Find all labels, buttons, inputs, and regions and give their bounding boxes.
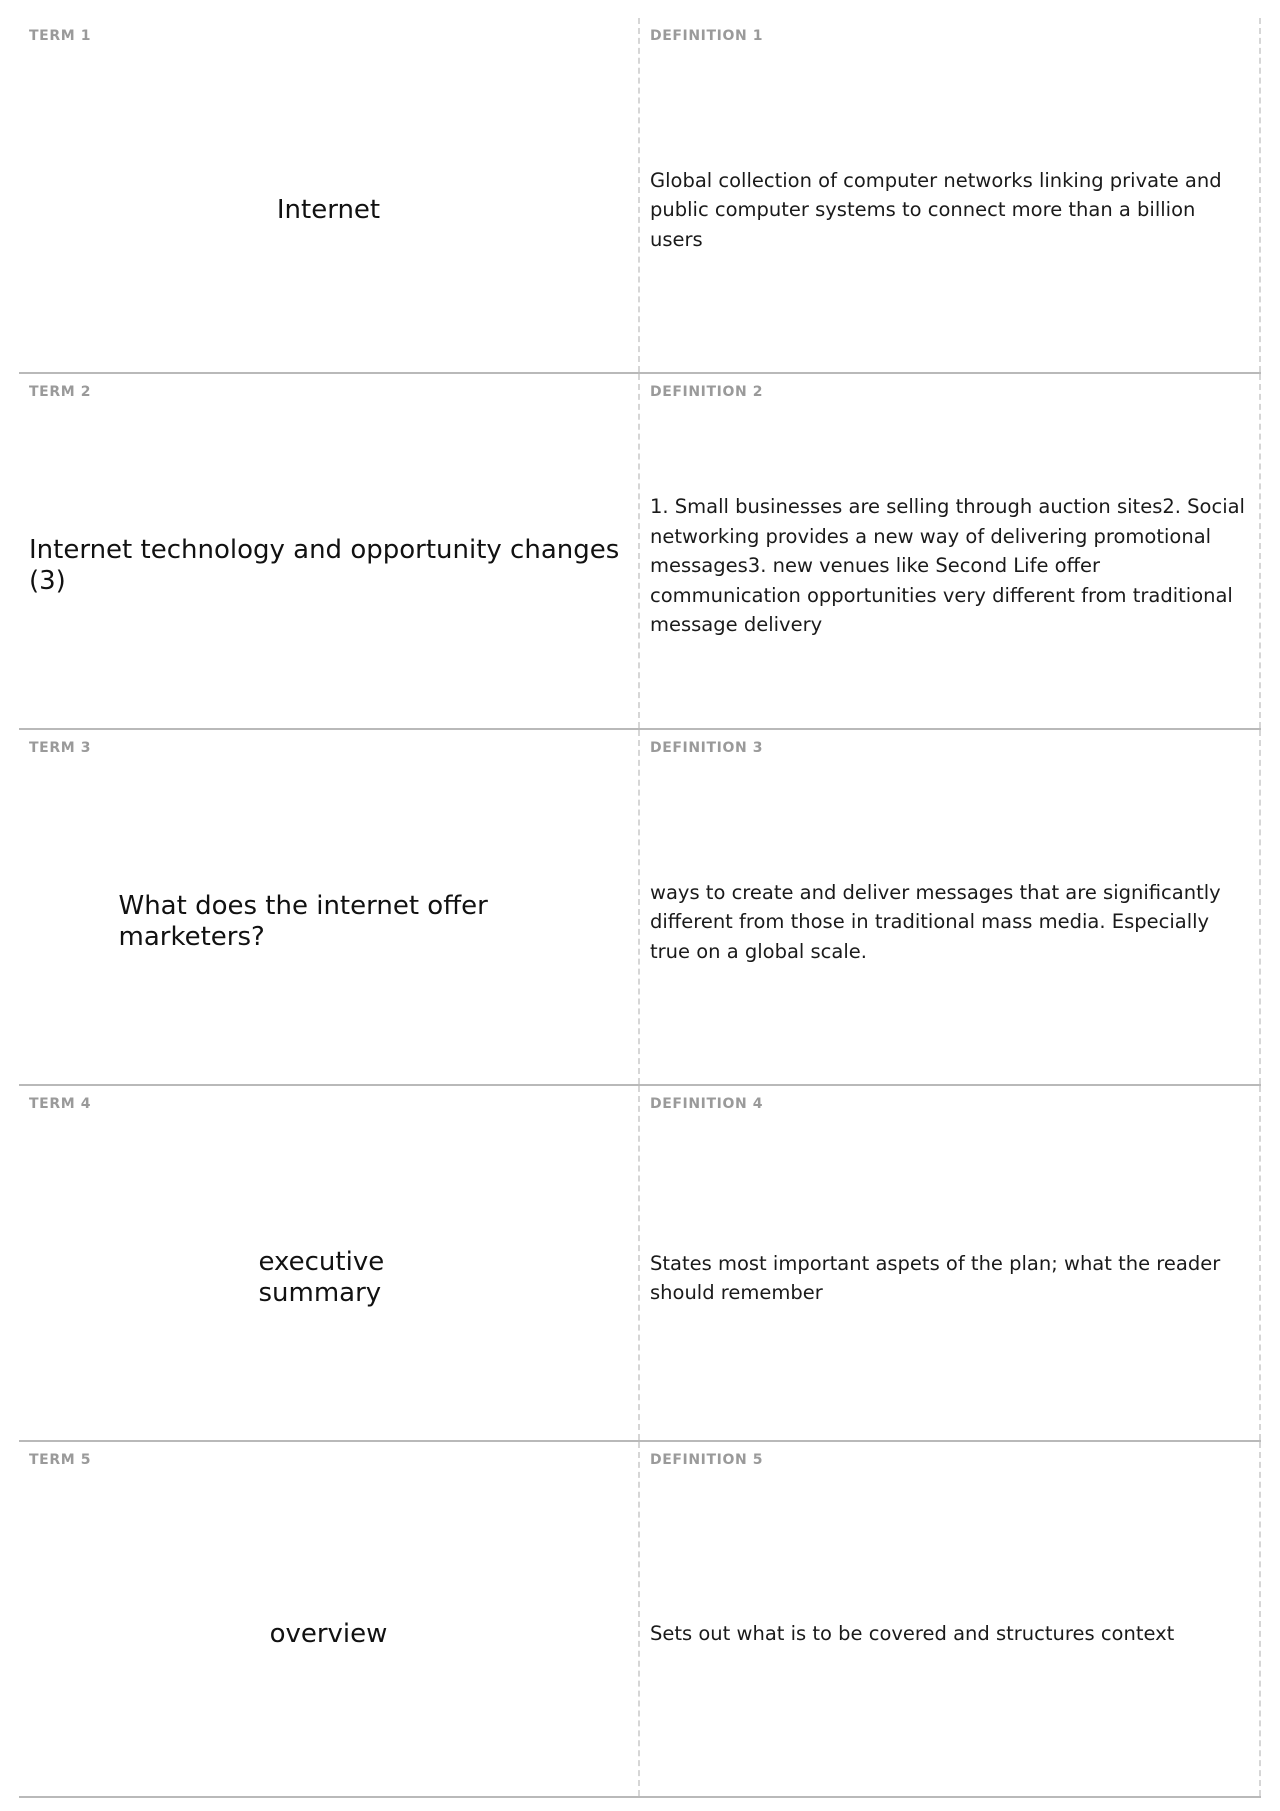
term-body — [29, 1482, 628, 1786]
definition-cell — [640, 18, 1261, 372]
definition-body — [650, 58, 1249, 362]
definition-label: DEFINITION 2 — [650, 384, 764, 400]
definition-text: ways to create and deliver messages that are significantly different from those in traditional mass media. Especially true on a global scale. — [650, 880, 1221, 963]
flashcard-row-1 — [19, 18, 1261, 374]
term-text: What does the internet offer marketers? — [118, 891, 488, 952]
flashcard-row-3 — [19, 730, 1261, 1086]
definition-text: Sets out what is to be covered and structures context — [650, 1622, 1175, 1646]
term-label: TERM 3 — [29, 740, 92, 756]
term-text: overview — [269, 1618, 388, 1649]
definition-body — [650, 1126, 1249, 1430]
flashcard-row-4 — [19, 1086, 1261, 1442]
term-label: TERM 1 — [29, 28, 92, 44]
definition-cell — [640, 1442, 1261, 1796]
definition-label: DEFINITION 5 — [650, 1452, 764, 1468]
definition-cell — [640, 730, 1261, 1084]
definition-body — [650, 770, 1249, 1074]
flashcard-sheet — [19, 18, 1261, 1798]
term-text: Internet technology and opportunity changes (3) — [29, 535, 620, 596]
definition-label: DEFINITION 1 — [650, 28, 764, 44]
definition-cell — [640, 374, 1261, 728]
flashcard-row-2 — [19, 374, 1261, 730]
definition-body — [650, 1482, 1249, 1786]
term-body — [29, 1126, 628, 1430]
flashcard-row-5 — [19, 1442, 1261, 1798]
term-cell — [19, 18, 640, 372]
term-text: executive summary — [258, 1247, 385, 1308]
definition-text: 1. Small businesses are selling through auction sites2. Social networking provides a new way of delivering promotional messages3. new venues like Second Life offer communication opportunities very different from traditional message delivery — [650, 495, 1245, 637]
term-cell — [19, 1442, 640, 1796]
definition-body — [650, 414, 1249, 718]
term-text: Internet — [276, 194, 381, 225]
term-body — [29, 770, 628, 1074]
term-label: TERM 2 — [29, 384, 92, 400]
term-cell — [19, 1086, 640, 1440]
definition-label: DEFINITION 3 — [650, 740, 764, 756]
definition-cell — [640, 1086, 1261, 1440]
term-body — [29, 414, 628, 718]
term-cell — [19, 730, 640, 1084]
definition-text: Global collection of computer networks linking private and public computer systems to connect more than a billion users — [650, 168, 1222, 251]
term-cell — [19, 374, 640, 728]
term-body — [29, 58, 628, 362]
definition-label: DEFINITION 4 — [650, 1096, 764, 1112]
term-label: TERM 4 — [29, 1096, 92, 1112]
definition-text: States most important aspets of the plan; what the reader should remember — [650, 1251, 1221, 1304]
term-label: TERM 5 — [29, 1452, 92, 1468]
